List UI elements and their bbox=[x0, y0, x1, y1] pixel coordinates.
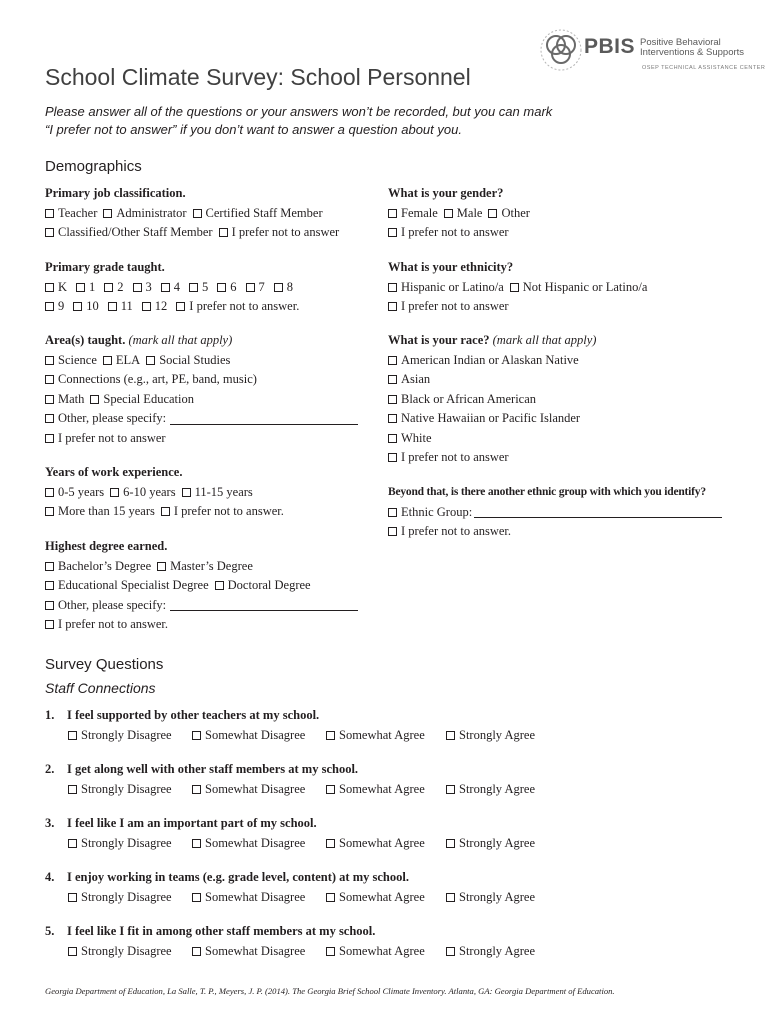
degree-group bbox=[45, 537, 364, 635]
ethnicity-option-hispanic[interactable]: Hispanic or Latino/a bbox=[388, 278, 504, 298]
areas-row3 bbox=[45, 390, 364, 410]
gender-option-male[interactable]: Male bbox=[444, 204, 483, 224]
survey-question-4 bbox=[45, 868, 535, 907]
question-text: 4. I enjoy working in teams (e.g. grade level, content) at my school. bbox=[45, 870, 409, 884]
option-strongly-disagree[interactable]: Strongly Disagree bbox=[68, 779, 192, 799]
area-option-prefer-not[interactable]: I prefer not to answer bbox=[45, 429, 166, 449]
checkbox[interactable] bbox=[45, 283, 54, 292]
experience-option[interactable]: More than 15 years bbox=[45, 502, 155, 522]
option-somewhat-agree[interactable]: Somewhat Agree bbox=[326, 887, 446, 907]
checkbox[interactable] bbox=[510, 283, 519, 292]
area-other-field[interactable] bbox=[170, 413, 358, 425]
grade-options-row1 bbox=[45, 278, 305, 298]
instructions: Please answer all of the questions or your answers won’t be recorded, but you can mark “I prefer not to answer” if you don’t want to answer a question about you. bbox=[45, 104, 553, 137]
checkbox[interactable] bbox=[246, 283, 255, 292]
checkbox[interactable] bbox=[68, 839, 77, 848]
areas-row2 bbox=[45, 370, 364, 390]
option-somewhat-disagree[interactable]: Somewhat Disagree bbox=[192, 941, 326, 961]
job-option-prefer-not[interactable]: I prefer not to answer bbox=[219, 223, 340, 243]
race-option-row bbox=[388, 370, 596, 390]
race-option-row bbox=[388, 351, 596, 371]
job-options-row1 bbox=[45, 204, 345, 224]
race-option[interactable]: White bbox=[388, 429, 432, 449]
race-option-row bbox=[388, 409, 596, 429]
race-option-row bbox=[388, 448, 596, 468]
option-strongly-agree[interactable]: Strongly Agree bbox=[446, 833, 535, 853]
experience-group bbox=[45, 463, 290, 522]
grade-option[interactable]: 5 bbox=[189, 278, 208, 298]
checkbox[interactable] bbox=[192, 893, 201, 902]
job-classification-label: Primary job classification. bbox=[45, 186, 186, 200]
checkbox[interactable] bbox=[192, 947, 201, 956]
job-option-administrator[interactable]: Administrator bbox=[103, 204, 186, 224]
checkbox[interactable] bbox=[90, 395, 99, 404]
experience-label: Years of work experience. bbox=[45, 465, 183, 479]
checkbox[interactable] bbox=[45, 581, 54, 590]
areas-row1 bbox=[45, 351, 364, 371]
grade-option[interactable]: 1 bbox=[76, 278, 95, 298]
checkbox[interactable] bbox=[446, 839, 455, 848]
checkbox[interactable] bbox=[68, 731, 77, 740]
checkbox[interactable] bbox=[446, 893, 455, 902]
experience-row2 bbox=[45, 502, 290, 522]
likert-scale bbox=[68, 725, 535, 745]
gender-row1 bbox=[388, 204, 536, 224]
checkbox[interactable] bbox=[192, 839, 201, 848]
checkbox[interactable] bbox=[274, 283, 283, 292]
checkbox[interactable] bbox=[45, 620, 54, 629]
ethnic-group-option[interactable]: Ethnic Group: bbox=[388, 503, 722, 523]
checkbox[interactable] bbox=[189, 283, 198, 292]
option-somewhat-agree[interactable]: Somewhat Agree bbox=[326, 779, 446, 799]
checkbox[interactable] bbox=[68, 893, 77, 902]
checkbox[interactable] bbox=[45, 209, 54, 218]
checkbox[interactable] bbox=[488, 209, 497, 218]
degree-option-specialist[interactable]: Educational Specialist Degree bbox=[45, 576, 209, 596]
ethnicity-prefer-row bbox=[388, 297, 653, 317]
checkbox[interactable] bbox=[161, 283, 170, 292]
race-option-prefer-not[interactable]: I prefer not to answer bbox=[388, 448, 509, 468]
checkbox[interactable] bbox=[45, 507, 54, 516]
area-option-science[interactable]: Science bbox=[45, 351, 97, 371]
option-strongly-agree[interactable]: Strongly Agree bbox=[446, 941, 535, 961]
ethnicity-group bbox=[388, 258, 653, 317]
race-option[interactable]: Black or African American bbox=[388, 390, 536, 410]
question-text: 1. I feel supported by other teachers at my school. bbox=[45, 708, 320, 722]
experience-option-prefer-not[interactable]: I prefer not to answer. bbox=[161, 502, 284, 522]
gender-group bbox=[388, 184, 536, 243]
grade-option[interactable]: 10 bbox=[73, 297, 99, 317]
checkbox[interactable] bbox=[388, 302, 397, 311]
grade-group bbox=[45, 258, 305, 317]
degree-other-field[interactable] bbox=[170, 599, 358, 611]
areas-prefer-row bbox=[45, 429, 364, 449]
question-text: 2. I get along well with other staff members at my school. bbox=[45, 762, 359, 776]
checkbox[interactable] bbox=[161, 507, 170, 516]
pbis-logo bbox=[538, 27, 766, 77]
checkbox[interactable] bbox=[146, 356, 155, 365]
degree-option-bachelor[interactable]: Bachelor’s Degree bbox=[45, 557, 151, 577]
pbis-rings-icon bbox=[538, 27, 584, 73]
checkbox[interactable] bbox=[45, 356, 54, 365]
checkbox[interactable] bbox=[182, 488, 191, 497]
ethnic-group-group bbox=[388, 483, 728, 542]
areas-other-row bbox=[45, 409, 364, 429]
survey-question-2 bbox=[45, 760, 535, 799]
race-option[interactable]: American Indian or Alaskan Native bbox=[388, 351, 579, 371]
checkbox[interactable] bbox=[157, 562, 166, 571]
checkbox[interactable] bbox=[103, 209, 112, 218]
checkbox[interactable] bbox=[326, 947, 335, 956]
grade-options-row2 bbox=[45, 297, 305, 317]
checkbox[interactable] bbox=[326, 893, 335, 902]
ethnic-group-field[interactable] bbox=[474, 506, 722, 518]
gender-option-prefer-not[interactable]: I prefer not to answer bbox=[388, 223, 509, 243]
option-somewhat-disagree[interactable]: Somewhat Disagree bbox=[192, 779, 326, 799]
checkbox[interactable] bbox=[108, 302, 117, 311]
grade-option[interactable]: 4 bbox=[161, 278, 180, 298]
job-option-certified[interactable]: Certified Staff Member bbox=[193, 204, 323, 224]
degree-prefer-row bbox=[45, 615, 364, 635]
race-group bbox=[388, 331, 596, 468]
checkbox[interactable] bbox=[326, 731, 335, 740]
race-option[interactable]: Native Hawaiian or Pacific Islander bbox=[388, 409, 580, 429]
grade-option[interactable]: 11 bbox=[108, 297, 133, 317]
likert-scale bbox=[68, 941, 535, 961]
area-option-other[interactable]: Other, please specify: bbox=[45, 409, 358, 429]
option-strongly-disagree[interactable]: Strongly Disagree bbox=[68, 725, 192, 745]
job-option-teacher[interactable]: Teacher bbox=[45, 204, 97, 224]
ethnicity-row1 bbox=[388, 278, 653, 298]
job-option-classified[interactable]: Classified/Other Staff Member bbox=[45, 223, 213, 243]
option-strongly-agree[interactable]: Strongly Agree bbox=[446, 725, 535, 745]
ethnic-group-prefer-row bbox=[388, 522, 728, 542]
checkbox[interactable] bbox=[45, 414, 54, 423]
option-strongly-agree[interactable]: Strongly Agree bbox=[446, 779, 535, 799]
checkbox[interactable] bbox=[68, 947, 77, 956]
checkbox[interactable] bbox=[45, 434, 54, 443]
option-strongly-disagree[interactable]: Strongly Disagree bbox=[68, 833, 192, 853]
gender-prefer-row bbox=[388, 223, 536, 243]
citation-footer: Georgia Department of Education, La Salle, T. P., Meyers, J. P. (2014). The Georgia Brief School Climate Inventory. Atlanta, GA: Georgia Department of Education. bbox=[45, 986, 615, 996]
grade-option[interactable]: K bbox=[45, 278, 67, 298]
question-text: 5. I feel like I fit in among other staff members at my school. bbox=[45, 924, 376, 938]
checkbox[interactable] bbox=[103, 356, 112, 365]
checkbox[interactable] bbox=[45, 228, 54, 237]
checkbox[interactable] bbox=[388, 375, 397, 384]
option-strongly-disagree[interactable]: Strongly Disagree bbox=[68, 887, 192, 907]
checkbox[interactable] bbox=[326, 785, 335, 794]
option-somewhat-disagree[interactable]: Somewhat Disagree bbox=[192, 725, 326, 745]
checkbox[interactable] bbox=[388, 453, 397, 462]
checkbox[interactable] bbox=[76, 283, 85, 292]
checkbox[interactable] bbox=[388, 283, 397, 292]
race-option-row bbox=[388, 429, 596, 449]
checkbox[interactable] bbox=[388, 395, 397, 404]
likert-scale bbox=[68, 887, 535, 907]
grade-option[interactable]: 8 bbox=[274, 278, 293, 298]
checkbox[interactable] bbox=[176, 302, 185, 311]
area-option-social-studies[interactable]: Social Studies bbox=[146, 351, 230, 371]
checkbox[interactable] bbox=[68, 785, 77, 794]
checkbox[interactable] bbox=[104, 283, 113, 292]
option-strongly-agree[interactable]: Strongly Agree bbox=[446, 887, 535, 907]
checkbox[interactable] bbox=[388, 414, 397, 423]
pbis-center-name: OSEP TECHNICAL ASSISTANCE CENTER bbox=[642, 65, 766, 71]
areas-label: Area(s) taught. (mark all that apply) bbox=[45, 333, 233, 347]
degree-other-row bbox=[45, 596, 364, 616]
checkbox[interactable] bbox=[110, 488, 119, 497]
gender-label: What is your gender? bbox=[388, 186, 504, 200]
option-somewhat-agree[interactable]: Somewhat Agree bbox=[326, 941, 446, 961]
checkbox[interactable] bbox=[388, 527, 397, 536]
experience-option[interactable]: 0-5 years bbox=[45, 483, 104, 503]
checkbox[interactable] bbox=[133, 283, 142, 292]
checkbox[interactable] bbox=[388, 209, 397, 218]
job-classification-group bbox=[45, 184, 345, 243]
area-option-special-ed[interactable]: Special Education bbox=[90, 390, 194, 410]
gender-option-other[interactable]: Other bbox=[488, 204, 529, 224]
checkbox[interactable] bbox=[215, 581, 224, 590]
checkbox[interactable] bbox=[193, 209, 202, 218]
checkbox[interactable] bbox=[73, 302, 82, 311]
area-option-connections[interactable]: Connections (e.g., art, PE, band, music) bbox=[45, 370, 257, 390]
pbis-tagline: Positive Behavioral Interventions & Supports bbox=[640, 37, 745, 58]
ethnic-group-option-prefer-not[interactable]: I prefer not to answer. bbox=[388, 522, 511, 542]
checkbox[interactable] bbox=[45, 302, 54, 311]
checkbox[interactable] bbox=[45, 395, 54, 404]
degree-option-master[interactable]: Master’s Degree bbox=[157, 557, 253, 577]
ethnic-group-label: Beyond that, is there another ethnic group with which you identify? bbox=[388, 486, 706, 498]
survey-heading: Survey Questions bbox=[45, 656, 164, 673]
race-label: What is your race? (mark all that apply) bbox=[388, 333, 597, 347]
page-title: School Climate Survey: School Personnel bbox=[45, 64, 471, 90]
areas-group bbox=[45, 331, 364, 448]
degree-label: Highest degree earned. bbox=[45, 539, 168, 553]
pbis-brand: PBIS bbox=[584, 35, 636, 58]
option-somewhat-agree[interactable]: Somewhat Agree bbox=[326, 725, 446, 745]
race-option-row bbox=[388, 390, 596, 410]
grade-label: Primary grade taught. bbox=[45, 260, 165, 274]
checkbox[interactable] bbox=[326, 839, 335, 848]
grade-option-prefer-not[interactable]: I prefer not to answer. bbox=[176, 297, 299, 317]
checkbox[interactable] bbox=[192, 785, 201, 794]
checkbox[interactable] bbox=[444, 209, 453, 218]
likert-scale bbox=[68, 779, 535, 799]
ethnicity-label: What is your ethnicity? bbox=[388, 260, 514, 274]
experience-option[interactable]: 11-15 years bbox=[182, 483, 253, 503]
ethnicity-option-prefer-not[interactable]: I prefer not to answer bbox=[388, 297, 509, 317]
degree-option-prefer-not[interactable]: I prefer not to answer. bbox=[45, 615, 168, 635]
option-somewhat-disagree[interactable]: Somewhat Disagree bbox=[192, 833, 326, 853]
checkbox[interactable] bbox=[446, 731, 455, 740]
ethnic-group-field-row bbox=[388, 503, 728, 523]
degree-option-other[interactable]: Other, please specify: bbox=[45, 596, 358, 616]
survey-question-3 bbox=[45, 814, 535, 853]
race-option[interactable]: Asian bbox=[388, 370, 430, 390]
grade-option[interactable]: 2 bbox=[104, 278, 123, 298]
checkbox[interactable] bbox=[388, 508, 397, 517]
survey-question-1 bbox=[45, 706, 535, 745]
grade-option[interactable]: 9 bbox=[45, 297, 64, 317]
demographics-heading: Demographics bbox=[45, 158, 142, 175]
checkbox[interactable] bbox=[446, 785, 455, 794]
survey-question-5 bbox=[45, 922, 535, 961]
degree-option-doctoral[interactable]: Doctoral Degree bbox=[215, 576, 311, 596]
checkbox[interactable] bbox=[219, 228, 228, 237]
checkbox[interactable] bbox=[388, 434, 397, 443]
ethnicity-option-not-hispanic[interactable]: Not Hispanic or Latino/a bbox=[510, 278, 648, 298]
checkbox[interactable] bbox=[45, 375, 54, 384]
degree-row1 bbox=[45, 557, 364, 577]
option-strongly-disagree[interactable]: Strongly Disagree bbox=[68, 941, 192, 961]
likert-scale bbox=[68, 833, 535, 853]
experience-row1 bbox=[45, 483, 290, 503]
checkbox[interactable] bbox=[45, 601, 54, 610]
checkbox[interactable] bbox=[45, 488, 54, 497]
staff-connections-heading: Staff Connections bbox=[45, 680, 156, 696]
area-option-math[interactable]: Math bbox=[45, 390, 84, 410]
checkbox[interactable] bbox=[142, 302, 151, 311]
job-options-row2 bbox=[45, 223, 345, 243]
experience-option[interactable]: 6-10 years bbox=[110, 483, 175, 503]
grade-option[interactable]: 6 bbox=[217, 278, 236, 298]
checkbox[interactable] bbox=[217, 283, 226, 292]
grade-option[interactable]: 7 bbox=[246, 278, 265, 298]
checkbox[interactable] bbox=[446, 947, 455, 956]
checkbox[interactable] bbox=[45, 562, 54, 571]
checkbox[interactable] bbox=[192, 731, 201, 740]
gender-option-female[interactable]: Female bbox=[388, 204, 438, 224]
checkbox[interactable] bbox=[388, 228, 397, 237]
area-option-ela[interactable]: ELA bbox=[103, 351, 140, 371]
degree-row2 bbox=[45, 576, 364, 596]
option-somewhat-agree[interactable]: Somewhat Agree bbox=[326, 833, 446, 853]
grade-option[interactable]: 12 bbox=[142, 297, 168, 317]
checkbox[interactable] bbox=[388, 356, 397, 365]
grade-option[interactable]: 3 bbox=[133, 278, 152, 298]
option-somewhat-disagree[interactable]: Somewhat Disagree bbox=[192, 887, 326, 907]
question-text: 3. I feel like I am an important part of my school. bbox=[45, 816, 317, 830]
